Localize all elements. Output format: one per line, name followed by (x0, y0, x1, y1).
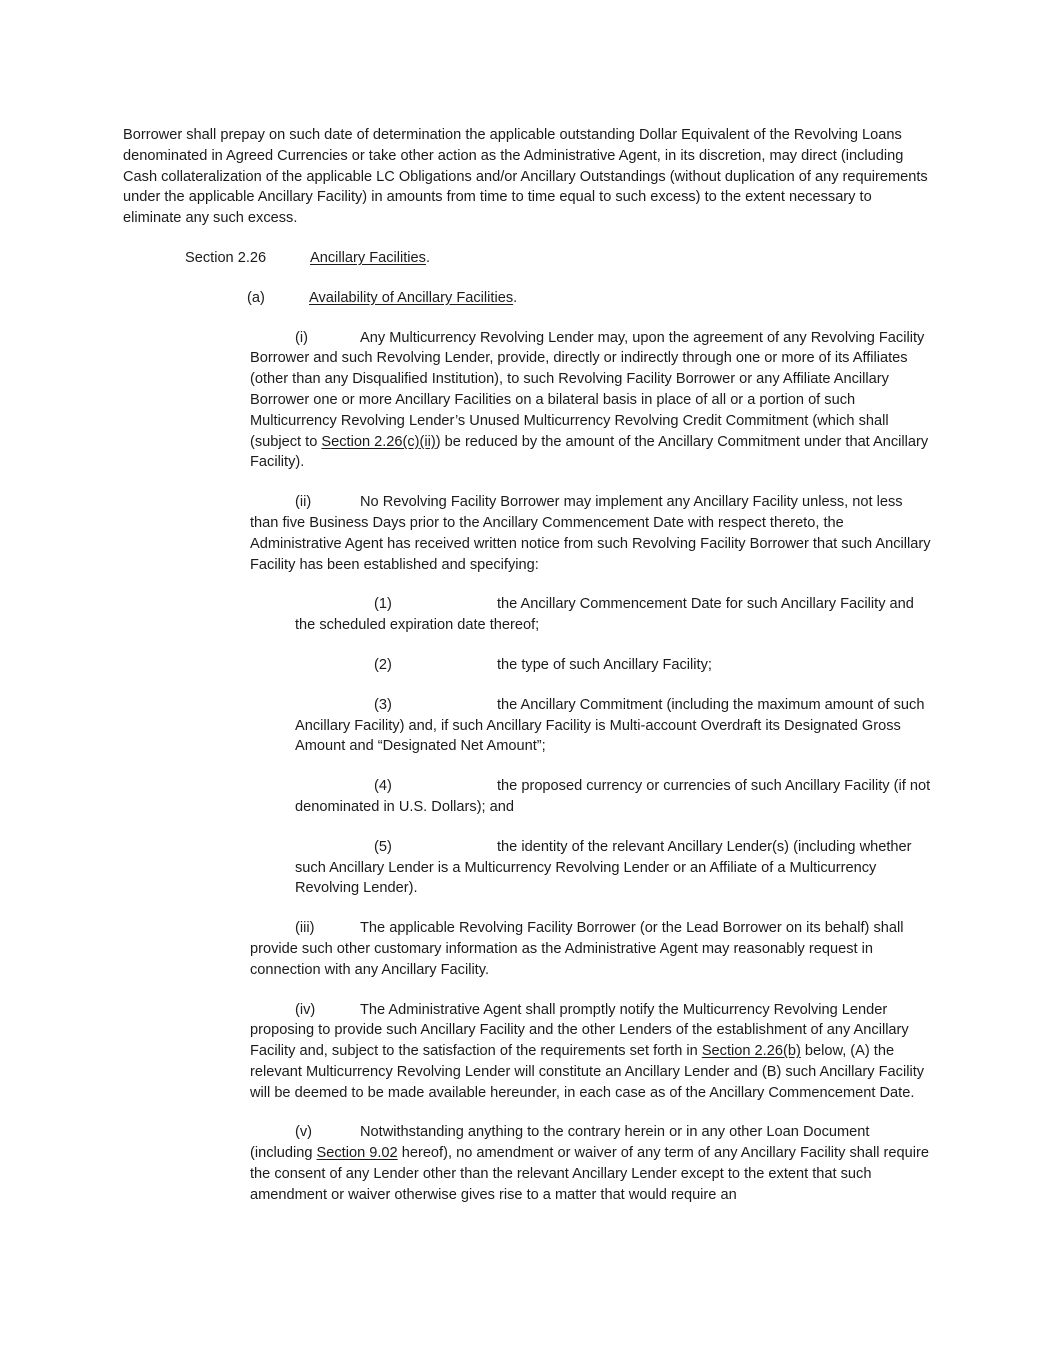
list-item-5-label: (5) (374, 838, 392, 855)
clause-i-section-reference: Section 2.26(c)(ii) (321, 433, 436, 450)
paragraph-intro (123, 125, 931, 229)
clause-i-text-end: ) be reduced by the amount of the Ancillary Commitment under that Ancillary Facility). (250, 433, 929, 471)
clause-iv-text-end: below, (A) the relevant Multicurrency Revolving Lender will constitute an Ancillary Lender and (B) such Ancillary Facility will be deemed to be made available hereunder, in each case as of the Ancillary Commencement Date. (250, 1043, 925, 1101)
clause-iii-text: The applicable Revolving Facility Borrower (or the Lead Borrower on its behalf) shall provide such other customary information as the Administrative Agent may reasonably request in connection with any Ancillary Facility. (250, 920, 904, 978)
subsection-a-title-period: . (513, 289, 518, 306)
list-item-3 (123, 695, 931, 757)
list-item-2-label: (2) (374, 656, 392, 673)
clause-i-text: Any Multicurrency Revolving Lender may, upon the agreement of any Revolving Facility Borrower and such Revolving Lender, provide, directly or indirectly through one or more of its Affiliates (other than any Disqualified Institution), to such Revolving Facility Borrower or any Affiliate Ancillary Borrower one or more Ancillary Facilities on a bilateral basis in place of all or a portion of such Multicurrency Revolving Lender’s Unused Multicurrency Revolving Credit Commitment (which shall (subject to (250, 329, 925, 450)
subsection-a-heading (123, 288, 931, 309)
section-number: Section 2.26 (185, 249, 267, 266)
clause-ii-text: No Revolving Facility Borrower may implement any Ancillary Facility unless, not less than five Business Days prior to the Ancillary Commencement Date with respect thereto, the Administrative Agent has received written notice from such Revolving Facility Borrower that such Ancillary Facility has been established and specifying: (250, 494, 931, 573)
clause-ii-label: (ii) (295, 494, 312, 511)
list-item-4-text: the proposed currency or currencies of such Ancillary Facility (if not denominated in U.S. Dollars); and (295, 778, 931, 815)
list-item-1-text: the Ancillary Commencement Date for such Ancillary Facility and the scheduled expiration date thereof; (295, 596, 914, 634)
list-item-1-label: (1) (374, 596, 392, 613)
subsection-a-label: (a) (247, 289, 265, 306)
subsection-a-title: Availability of Ancillary Facilities (309, 289, 514, 306)
list-item-4 (123, 776, 931, 818)
section-2-26-heading (123, 248, 931, 269)
section-title-period: . (425, 249, 431, 266)
list-item-2-text: the type of such Ancillary Facility; (497, 656, 712, 673)
clause-iv-label: (iv) (295, 1001, 316, 1018)
clause-v-text-end: hereof), no amendment or waiver of any term of any Ancillary Facility shall require the consent of any Lender other than the relevant Ancillary Lender except to the extent that such amendment or waiver otherwise gives rise to a matter that would require an (250, 1145, 929, 1203)
clause-i (123, 328, 931, 474)
list-item-5-text: the identity of the relevant Ancillary Lender(s) (including whether such Ancillary Lender is a Multicurrency Revolving Lender or an Affiliate of a Multicurrency Revolving Lender). (295, 838, 912, 897)
clause-v (123, 1122, 931, 1205)
clause-v-section-reference: Section 9.02 (316, 1145, 398, 1162)
clause-v-label: (v) (295, 1124, 313, 1141)
list-item-3-label: (3) (374, 696, 392, 713)
clause-iv (123, 1000, 931, 1104)
list-item-2 (123, 655, 931, 676)
clause-iii-label: (iii) (295, 920, 315, 937)
clause-iii (123, 918, 931, 980)
clause-iv-section-reference: Section 2.26(b) (701, 1043, 801, 1060)
list-item-5 (123, 837, 931, 899)
clause-v-text: Notwithstanding anything to the contrary herein or in any other Loan Document (including (250, 1124, 870, 1162)
list-item-4-label: (4) (374, 778, 392, 795)
clause-ii (123, 492, 931, 575)
clause-iv-text: The Administrative Agent shall promptly notify the Multicurrency Revolving Lender proposing to provide such Ancillary Facility and the other Lenders of the establishment of any Ancillary Facility and, subject to the satisfaction of the requirements set forth in (250, 1001, 909, 1060)
paragraph-intro-text: Borrower shall prepay on such date of determination the applicable outstanding Dollar Equivalent of the Revolving Loans denominated in Agreed Currencies or take other action as the Administrative Agent, in its discretion, may direct (including Cash collateralization of the applicable LC Obligations and/or Ancillary Outstandings (without duplication of any requirements under the applicable Ancillary Facility) in amounts from time to time equal to such excess) to the extent necessary to eliminate any such excess. (123, 127, 928, 227)
list-item-1 (123, 594, 931, 636)
clause-i-label: (i) (295, 329, 308, 346)
section-title: Ancillary Facilities (310, 249, 426, 266)
list-item-3-text: the Ancillary Commitment (including the maximum amount of such Ancillary Facility) and, if such Ancillary Facility is Multi-account Overdraft its Designated Gross Amount and “Designated Net Amount”; (295, 696, 925, 755)
